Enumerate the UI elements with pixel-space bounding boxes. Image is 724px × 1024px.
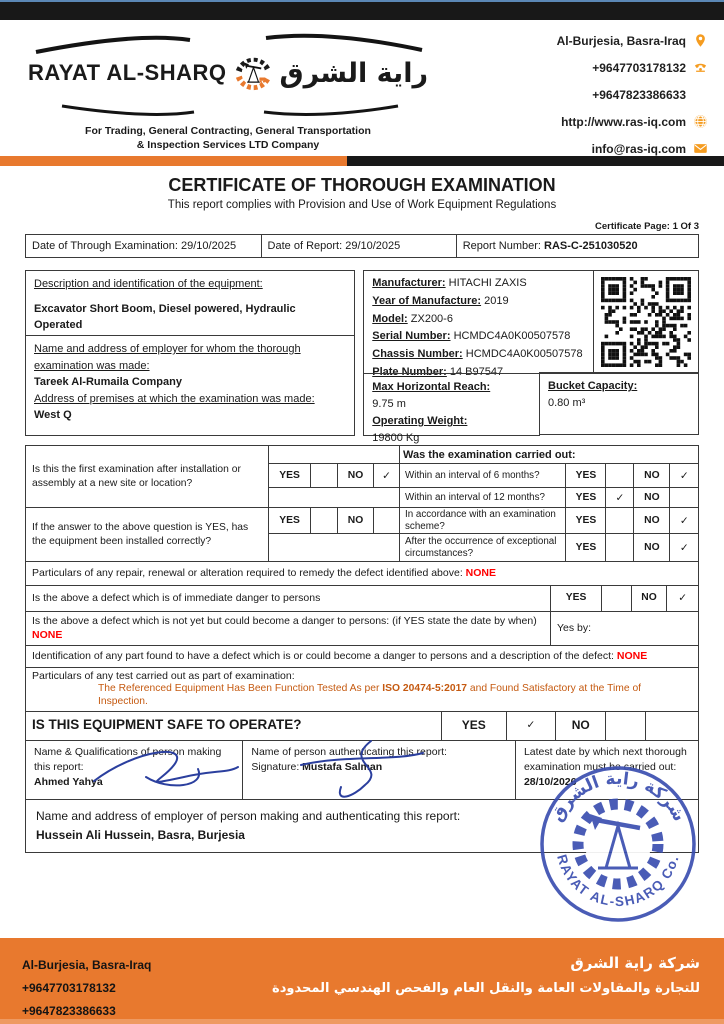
- company-stamp: [538, 764, 698, 924]
- immediate-yes-label: YES: [550, 586, 601, 612]
- question-6-months: Within an interval of 6 months?: [400, 464, 566, 488]
- contact-email-row: [503, 140, 708, 157]
- r0-yes-label: YES: [566, 464, 606, 488]
- divider-orange-segment: [0, 156, 347, 166]
- footer-band: [0, 938, 724, 1024]
- immediate-danger-row: [25, 585, 699, 612]
- bucket-capacity-box: [539, 372, 699, 435]
- equipment-section: [25, 270, 699, 445]
- equipment-left-column: [25, 270, 355, 436]
- report-employer-value: Hussein Ali Hussein, Basra, Burjesia: [36, 828, 245, 843]
- model-label: Model:: [372, 312, 408, 325]
- certificate-title: CERTIFICATE OF THOROUGH EXAMINATION: [168, 175, 556, 195]
- question-12-months: Within an interval of 12 months?: [400, 488, 566, 508]
- contact-phone2: +9647823386633: [592, 87, 686, 102]
- r3-yes-check[interactable]: [606, 534, 634, 562]
- immediate-yes-check[interactable]: [602, 586, 632, 612]
- future-danger-row: [25, 611, 699, 646]
- contact-phone1: +9647703178132: [592, 60, 686, 75]
- repair-cell: [26, 562, 699, 586]
- maker-label: Name & Qualifications of person making this report:: [34, 745, 222, 774]
- reach-label: Max Horizontal Reach:: [372, 381, 491, 393]
- employer-value: Tareek Al-Rumaila Company: [34, 376, 182, 388]
- report-date-label: Date of Report:: [267, 240, 343, 252]
- test-iso-standard: ISO 20474-5:2017: [382, 683, 468, 695]
- q1-yes-label: YES: [268, 464, 311, 488]
- chassis-label: Chassis Number:: [372, 348, 463, 361]
- next-exam-date: 28/10/2026: [523, 776, 577, 789]
- r1-no-label: NO: [634, 488, 670, 508]
- signature-label: Signature:: [251, 761, 300, 774]
- r0-no-label: NO: [634, 464, 670, 488]
- equipment-description-label: Description and identification of the equipment:: [34, 278, 263, 290]
- location-pin-icon: [693, 33, 708, 48]
- serial-value: HCMDC4A0K00507578: [453, 330, 571, 343]
- q1-no-check[interactable]: ✓: [374, 464, 400, 488]
- footer-arabic: [272, 954, 700, 1024]
- r1-no-check[interactable]: [670, 488, 699, 508]
- contact-email: info@ras-iq.com: [591, 141, 686, 156]
- top-black-bar: [0, 0, 724, 20]
- q1-yes-check[interactable]: [311, 464, 338, 488]
- question-exceptional-circumstances: After the occurrence of exceptional circumstances?: [400, 534, 566, 562]
- empty-cell: [268, 488, 399, 508]
- identification-value: NONE: [616, 649, 648, 662]
- certificate-page-number: Certificate Page: 1 Of 3: [594, 221, 699, 232]
- manufacturer-value: HITACHI ZAXIS: [448, 277, 527, 289]
- bucket-value: 0.80 m³: [548, 397, 586, 410]
- authenticator-signature-line: [251, 760, 507, 775]
- serial-label: Serial Number:: [372, 330, 451, 343]
- tagline-line1: For Trading, General Contracting, General Transportation: [85, 125, 371, 137]
- stamp-arabic-text: شركة راية الشرق: [546, 768, 690, 826]
- phone-icon: [693, 60, 708, 75]
- safe-to-operate-row: [25, 711, 699, 741]
- r2-yes-check[interactable]: [606, 508, 634, 534]
- manufacturer-label: Manufacturer:: [372, 277, 446, 289]
- chassis-value: HCMDC4A0K00507578: [465, 348, 583, 361]
- safe-to-operate-label: IS THIS EQUIPMENT SAFE TO OPERATE?: [26, 711, 442, 740]
- equipment-details-list: [364, 271, 593, 379]
- header: [0, 20, 724, 156]
- carried-out-header: Was the examination carried out:: [400, 446, 699, 464]
- year-value: 2019: [484, 294, 509, 307]
- r3-yes-label: YES: [566, 534, 606, 562]
- identification-row: [25, 645, 699, 668]
- footer-contact: [22, 954, 151, 1024]
- q2-yes-label: YES: [268, 508, 311, 534]
- tagline-line2: & Inspection Services LTD Company: [136, 139, 320, 152]
- reach-weight-box: [363, 373, 540, 445]
- question-exam-scheme: In accordance with an examination scheme?: [400, 508, 566, 534]
- header-divider-bar: [0, 156, 724, 166]
- future-danger-cell: [26, 612, 551, 646]
- r2-no-check[interactable]: ✓: [670, 508, 699, 534]
- future-danger-value: NONE: [32, 628, 63, 641]
- test-pre: The Referenced Equipment Has Been Function Tested As per: [98, 683, 383, 695]
- company-name-ar: راية الشرق: [279, 57, 428, 89]
- equipment-right-column: [363, 270, 699, 445]
- maker-cell: [26, 740, 243, 799]
- empty-cell: [645, 711, 698, 740]
- stamp-english-text: RAYAT AL-SHARQ Co.: [554, 852, 682, 910]
- premises-label: Address of premises at which the examination was made:: [34, 392, 315, 405]
- q1-no-label: NO: [337, 464, 373, 488]
- footer-address: Al-Burjesia, Basra-Iraq: [22, 958, 152, 972]
- contact-web-row: [503, 113, 708, 130]
- repair-row: [25, 561, 699, 586]
- certificate-body: [0, 175, 724, 853]
- authenticator-cell: [243, 740, 516, 799]
- r0-no-check[interactable]: ✓: [670, 464, 699, 488]
- footer-company-ar: شركة راية الشرق: [570, 954, 700, 972]
- company-logo: [28, 24, 428, 152]
- weight-label: Operating Weight:: [372, 415, 468, 428]
- certificate-subtitle: This report complies with Provision and Use of Work Equipment Regulations: [167, 199, 557, 211]
- reach-value: 9.75 m: [372, 398, 406, 411]
- r1-yes-label: YES: [566, 488, 606, 508]
- equipment-description-box: [25, 270, 355, 336]
- gear-pumpjack-icon: [233, 25, 274, 121]
- safe-yes-check[interactable]: ✓: [506, 711, 556, 740]
- q2-yes-check[interactable]: [311, 508, 338, 534]
- examination-table: [25, 445, 699, 562]
- immediate-no-check[interactable]: ✓: [667, 586, 699, 612]
- equipment-details-box: [363, 270, 699, 379]
- report-employer-label: Name and address of employer of person making and authenticating this report:: [36, 808, 461, 823]
- envelope-icon: [693, 141, 708, 156]
- footer-phone2: +9647823386633: [22, 1003, 116, 1018]
- identification-label: Identification of any part found to have a defect which is or could become a danger to persons and a description of the defect:: [32, 649, 614, 662]
- report-date-value: 29/10/2025: [345, 240, 401, 252]
- test-post: and Found Satisfactory at the Time of Inspection.: [98, 683, 642, 707]
- future-danger-label: Is the above a defect which is not yet but could become a danger to persons: (if YES state the date by when): [32, 615, 537, 628]
- test-label: Particulars of any test carried out as part of examination:: [32, 670, 295, 682]
- company-name-en: RAYAT AL-SHARQ: [28, 60, 227, 85]
- r1-yes-check[interactable]: ✓: [606, 488, 634, 508]
- question-first-exam: Is this the first examination after installation or assembly at a new site or location?: [26, 446, 269, 508]
- test-result-line: [32, 683, 692, 709]
- detail-row: [372, 328, 585, 346]
- model-value: ZX200-6: [410, 312, 453, 325]
- empty-cell: [268, 446, 399, 464]
- equipment-specs-row: [363, 373, 699, 445]
- contact-phone2-row: [503, 86, 708, 103]
- authenticator-name: Mustafa Salman: [302, 761, 383, 774]
- report-number-cell: [456, 235, 698, 258]
- r2-yes-label: YES: [566, 508, 606, 534]
- repair-value: NONE: [465, 566, 497, 579]
- q2-no-label: NO: [337, 508, 373, 534]
- divider-black-segment: [347, 156, 724, 166]
- yes-by-cell: Yes by:: [550, 612, 698, 646]
- contact-address-row: [503, 32, 708, 49]
- detail-row: [372, 293, 585, 311]
- equipment-description-value: Excavator Short Boom, Diesel powered, Hydraulic Operated: [34, 302, 296, 331]
- report-date-cell: [261, 235, 456, 258]
- dates-table: [25, 234, 699, 258]
- r2-no-label: NO: [634, 508, 670, 534]
- globe-icon: [693, 114, 708, 129]
- plate-label: Plate Number:: [372, 366, 447, 379]
- next-exam-label: Latest date by which next thorough examination must be carried out:: [523, 745, 687, 774]
- employer-premises-box: [25, 335, 355, 436]
- plate-value: 14 B97547: [449, 366, 504, 379]
- report-number-value: RAS-C-251030520: [544, 240, 638, 252]
- premises-value: West Q: [34, 409, 72, 421]
- weight-value: 19800 Kg: [372, 432, 420, 445]
- footer-phone1: +9647703178132: [22, 980, 116, 995]
- question-installed-correctly: If the answer to the above question is YES, has the equipment been installed correctly?: [26, 508, 269, 562]
- q2-no-check[interactable]: [374, 508, 400, 534]
- contact-address: Al-Burjesia, Basra-Iraq: [556, 33, 686, 48]
- footer-desc-ar: للتجارة والمقاولات العامة والنقل العام والفحص الهندسي المحدودة: [272, 981, 700, 996]
- contact-phone2-icon-spacer: [693, 87, 708, 102]
- qr-code-cell: [593, 271, 698, 373]
- r0-yes-check[interactable]: [606, 464, 634, 488]
- immediate-danger-label: Is the above a defect which is of immediate danger to persons: [26, 586, 551, 612]
- immediate-no-label: NO: [631, 586, 667, 612]
- empty-cell: [268, 534, 399, 562]
- safe-no-check[interactable]: [606, 711, 646, 740]
- report-number-label: Report Number:: [462, 240, 541, 252]
- identification-cell: [26, 646, 699, 668]
- company-tagline: [28, 124, 428, 152]
- detail-row: [372, 346, 585, 364]
- safe-no-label: NO: [556, 711, 606, 740]
- safe-yes-label: YES: [441, 711, 506, 740]
- r3-no-check[interactable]: ✓: [670, 534, 699, 562]
- employer-label: Name and address of employer for whom the thorough examination was made:: [34, 343, 301, 372]
- r3-no-label: NO: [634, 534, 670, 562]
- detail-row: [372, 311, 585, 329]
- authenticator-label: Name of person authenticating this report:: [251, 745, 447, 758]
- contact-phone1-row: [503, 59, 708, 76]
- detail-row: [372, 275, 585, 293]
- contact-block: [503, 24, 708, 167]
- exam-date-value: 29/10/2025: [181, 240, 237, 252]
- repair-label: Particulars of any repair, renewal or alteration required to remedy the defect identified above:: [32, 566, 463, 579]
- test-particulars-row: [25, 667, 699, 712]
- year-label: Year of Manufacture:: [372, 294, 482, 307]
- exam-date-cell: [26, 235, 262, 258]
- test-particulars-cell: [26, 668, 699, 712]
- bucket-label: Bucket Capacity:: [548, 380, 638, 392]
- contact-website: http://www.ras-iq.com: [561, 114, 686, 129]
- exam-date-label: Date of Through Examination:: [32, 240, 178, 252]
- maker-name: Ahmed Yahya: [34, 776, 103, 789]
- qr-code: [601, 277, 691, 367]
